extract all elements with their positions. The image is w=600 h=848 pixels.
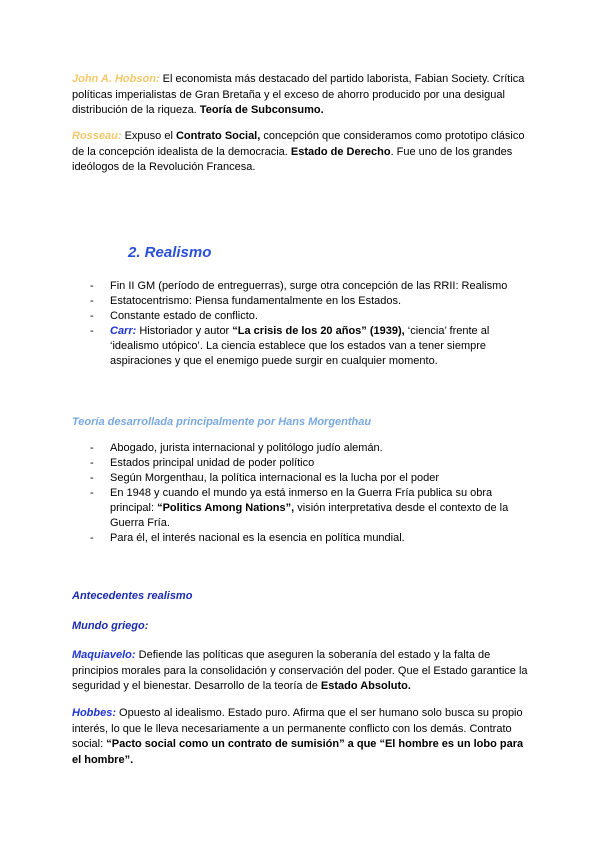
list-item: - Constante estado de conflicto. — [90, 309, 530, 324]
maquiavelo-text: Defiende las políticas que aseguren la soberanía del estado y la falta de principios morales para la consolidación y conservación del poder. Que el Estado garantice la seguridad y el bienestar. Desarrollo de la teoría de — [72, 649, 528, 692]
carr-text-1: Historiador y autor — [136, 325, 233, 337]
antecedentes-heading: Antecedentes realismo — [72, 590, 193, 602]
paragraph-maquiavelo — [72, 648, 532, 695]
paragraph-hobson — [72, 72, 532, 119]
rousseau-name: Rosseau: — [72, 130, 122, 142]
rousseau-text-2: concepción que consideramos como prototipo clásico de la concepción idealista de la democracia. — [72, 130, 525, 158]
carr-name: Carr: — [110, 325, 137, 337]
hobbes-text: Opuesto al idealismo. Estado puro. Afirma que el ser humano solo busca su propio interés, lo que le lleva necesariamente a un permanente conflicto con los demás. Contrato social: — [72, 707, 523, 750]
maquiavelo-name: Maquiavelo: — [72, 649, 136, 661]
list-item: - Para él, el interés nacional es la esencia en política mundial. — [90, 531, 530, 546]
rousseau-bold-1: Contrato Social, — [175, 130, 261, 142]
list-item: - Estados principal unidad de poder político — [90, 456, 530, 471]
list-item — [90, 324, 530, 369]
rousseau-text-3: . Fue uno de los grandes ideólogos de la Revolución Francesa. — [72, 145, 513, 173]
list-item: - Según Morgenthau, la política internacional es la lucha por el poder — [90, 471, 530, 486]
section-title: 2. Realismo — [128, 244, 212, 261]
rousseau-bold-2: Estado de Derecho — [290, 145, 391, 158]
rousseau-text-1: Expuso el — [121, 130, 176, 142]
hobson-text: El economista más destacado del partido laborista, Fabian Society. Crítica políticas imperialistas de Gran Bretaña y el exceso de ahorro producido por una desigual distribución de la riqueza. — [72, 73, 525, 116]
list-item: - Abogado, jurista internacional y politólogo judío alemán. — [90, 441, 530, 456]
morgenthau-heading: Teoría desarrollada principalmente por Hans Morgenthau — [72, 416, 372, 428]
maquiavelo-bold: Estado Absoluto. — [320, 680, 411, 692]
morgenthau-text-2: visión interpretativa desde el contexto de la Guerra Fría. — [110, 502, 509, 529]
carr-text-2: ‘ciencia’ frente al ‘idealismo utópico’. La ciencia establece que los estados van a tener siempre aspiraciones y que el enemigo puede surgir en cualquier momento. — [110, 325, 490, 367]
morgenthau-list — [90, 441, 530, 546]
hobbes-bold: “Pacto social como un contrato de sumisión” a que “El hombre es un lobo para el hombre”. — [72, 738, 524, 766]
morgenthau-text-1: En 1948 y cuando el mundo ya está inmerso en la Guerra Fría publica su obra principal: — [110, 487, 493, 514]
hobson-name: John A. Hobson: — [72, 73, 160, 85]
morgenthau-bold: “Politics Among Nations”, — [157, 502, 295, 514]
carr-bold: “La crisis de los 20 años” (1939), — [232, 325, 405, 337]
mundo-griego-heading: Mundo griego: — [72, 620, 149, 632]
list-item: - Fin II GM (período de entreguerras), surge otra concepción de las RRII: Realismo — [90, 279, 530, 294]
hobson-bold: Teoría de Subconsumo. — [199, 104, 324, 116]
paragraph-rousseau — [72, 129, 532, 176]
hobbes-name: Hobbes: — [72, 707, 116, 719]
realism-list — [90, 279, 530, 369]
list-item: - Estatocentrismo: Piensa fundamentalmente en los Estados. — [90, 294, 530, 309]
paragraph-hobbes — [72, 706, 532, 768]
list-item — [90, 486, 530, 531]
